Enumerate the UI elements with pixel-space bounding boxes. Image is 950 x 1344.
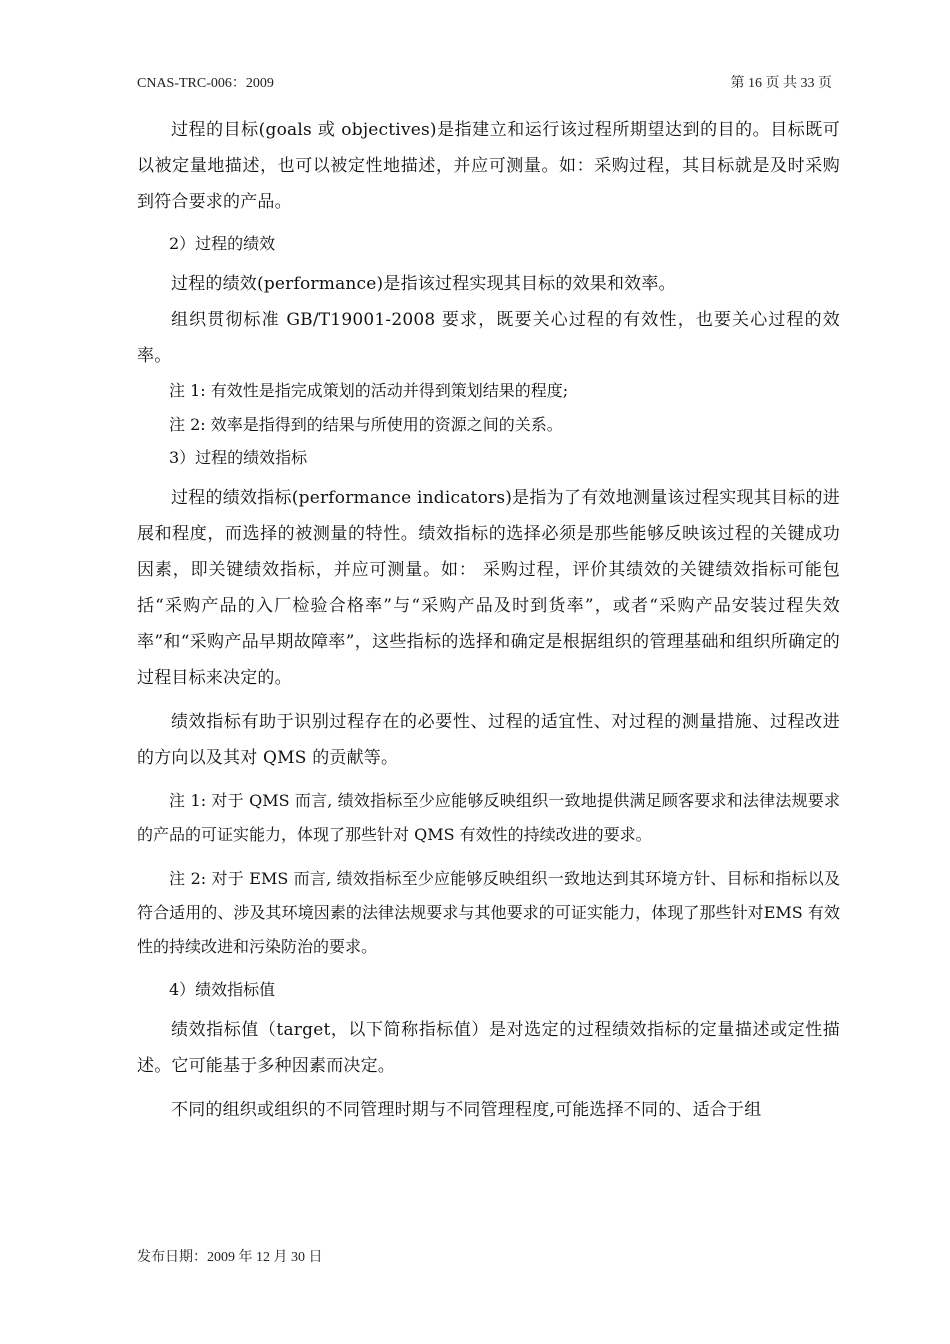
note-ems: 注 2: 对于 EMS 而言, 绩效指标至少应能够反映组织一致地达到其环境方针、目标和指标以及符合适用的、涉及其环境因素的法律法规要求与其他要求的可证实能力，体现了那些针对EMS 有效性的持续改进和污染防治的要求。: [137, 869, 840, 956]
section-heading-process-performance: 2）过程的绩效: [169, 234, 276, 253]
note-efficiency: 注 2: 效率是指得到的结果与所使用的资源之间的关系。: [169, 415, 563, 434]
note-effectiveness: 注 1: 有效性是指完成策划的活动并得到策划结果的程度;: [169, 381, 569, 400]
document-id: CNAS-TRC-006：2009: [137, 76, 274, 91]
section-heading-indicator-value: 4）绩效指标值: [169, 980, 276, 999]
page-header: [137, 72, 832, 92]
document-body: [137, 112, 840, 1136]
paragraph-performance-definition: 过程的绩效(performance)是指该过程实现其目标的效果和效率。: [171, 274, 676, 294]
note-qms: 注 1: 对于 QMS 而言, 绩效指标至少应能够反映组织一致地提供满足顾客要求和法律法规要求的产品的可证实能力，体现了那些针对 QMS 有效性的持续改进的要求。: [137, 791, 840, 844]
paragraph-process-goal: 过程的目标(goals 或 objectives)是指建立和运行该过程所期望达到的目的。目标既可以被定量地描述，也可以被定性地描述，并应可测量。如：采购过程，其目标就是及时采购到符合要求的产品。: [137, 120, 840, 212]
paragraph-indicator-purpose: 绩效指标有助于识别过程存在的必要性、过程的适宜性、对过程的测量措施、过程改进的方向以及其对 QMS 的贡献等。: [137, 712, 840, 768]
publish-date: 发布日期：2009 年 12 月 30 日: [137, 1250, 323, 1265]
page-number: 第 16 页 共 33 页: [730, 76, 832, 91]
paragraph-different-organizations: 不同的组织或组织的不同管理时期与不同管理程度,可能选择不同的、适合于组: [171, 1100, 762, 1120]
paragraph-target-definition: 绩效指标值（target，以下简称指标值）是对选定的过程绩效指标的定量描述或定性描述。它可能基于多种因素而决定。: [137, 1020, 840, 1076]
paragraph-performance-indicators: 过程的绩效指标(performance indicators)是指为了有效地测量该过程实现其目标的进展和程度，而选择的被测量的特性。绩效指标的选择必须是那些能够反映该过程的关键成功因素，即关键绩效指标，并应可测量。如： 采购过程，评价其绩效的关键绩效指标可能包括“采购产品的入厂检验合格率”与“采购产品及时到货率”，或者“采购产品安装过程失效率”和“采购产品早期故障率”，这些指标的选择和确定是根据组织的管理基础和组织所确定的过程目标来决定的。: [137, 488, 840, 688]
paragraph-gb-requirement: 组织贯彻标准 GB/T19001-2008 要求，既要关心过程的有效性，也要关心过程的效率。: [137, 310, 840, 366]
section-heading-performance-indicators: 3）过程的绩效指标: [169, 448, 308, 467]
